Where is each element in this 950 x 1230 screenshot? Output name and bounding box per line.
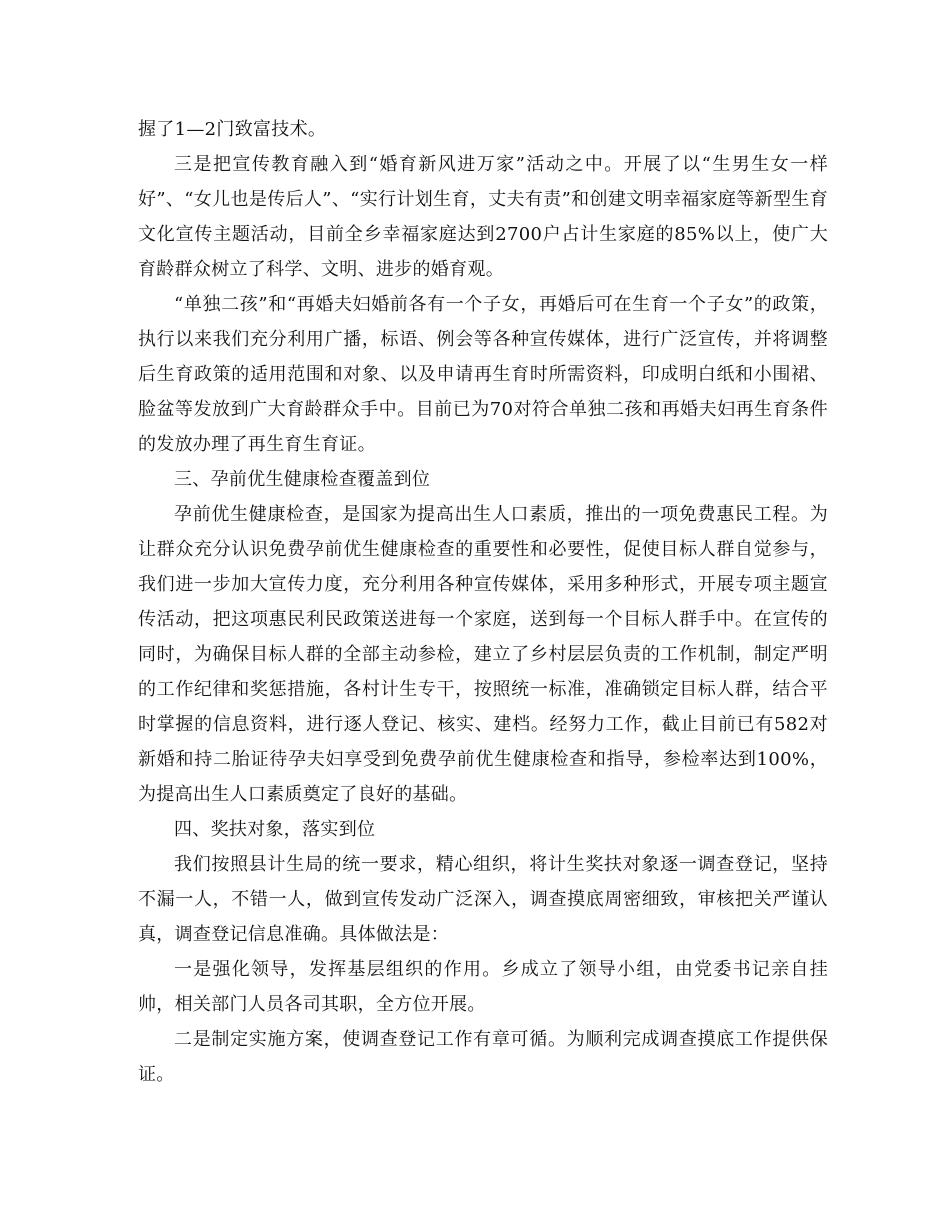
paragraph-leadership: 一是强化领导，发挥基层组织的作用。乡成立了领导小组，由党委书记亲自挂帅，相关部门人员各司其职，全方位开展。 bbox=[138, 959, 828, 1015]
section-heading-prenatal-check: 三、孕前优生健康检查覆盖到位 bbox=[174, 469, 431, 490]
paragraph-implementation-plan: 二是制定实施方案，使调查登记工作有章可循。为顺利完成调查摸底工作提供保证。 bbox=[138, 1029, 828, 1085]
paragraph-prenatal-check: 孕前优生健康检查，是国家为提高出生人口素质，推出的一项免费惠民工程。为让群众充分认识免费孕前优生健康检查的重要性和必要性，促使目标人群自觉参与，我们进一步加大宣传力度，充分利用各种宣传媒体，采用多种形式，开展专项主题宣传活动，把这项惠民利民政策送进每一个家庭，送到每一个目标人群手中。在宣传的同时，为确保目标人群的全部主动参检，建立了乡村层层负责的工作机制，制定严明的工作纪律和奖惩措施，各村计生专干，按照统一标准，准确锁定目标人群，结合平时掌握的信息资料，进行逐人登记、核实、建档。经努力工作，截止目前已有582对新婚和持二胎证待孕夫妇享受到免费孕前优生健康检查和指导，参检率达到100%，为提高出生人口素质奠定了良好的基础。 bbox=[138, 504, 828, 805]
document-body bbox=[138, 112, 828, 1092]
section-heading-rewards: 四、奖扶对象，落实到位 bbox=[174, 819, 376, 840]
paragraph-rewards-intro: 我们按照县计生局的统一要求，精心组织，将计生奖扶对象逐一调查登记，坚持不漏一人，不错一人，做到宣传发动广泛深入，调查摸底周密细致，审核把关严谨认真，调查登记信息准确。具体做法是： bbox=[138, 854, 828, 945]
paragraph-second-child-policy: “单独二孩”和“再婚夫妇婚前各有一个子女，再婚后可在生育一个子女”的政策，执行以来我们充分利用广播，标语、例会等各种宣传媒体，进行广泛宣传，并将调整后生育政策的适用范围和对象、以及申请再生育时所需资料，印成明白纸和小围裙、脸盆等发放到广大育龄群众手中。目前已为70对符合单独二孩和再婚夫妇再生育条件的发放办理了再生育生育证。 bbox=[138, 294, 828, 455]
paragraph-continuation: 握了1—2门致富技术。 bbox=[138, 119, 327, 140]
paragraph-marriage-customs: 三是把宣传教育融入到“婚育新风进万家”活动之中。开展了以“生男生女一样好”、“女儿也是传后人”、“实行计划生育，丈夫有责”和创建文明幸福家庭等新型生育文化宣传主题活动，目前全乡幸福家庭达到2700户占计生家庭的85%以上，使广大育龄群众树立了科学、文明、进步的婚育观。 bbox=[138, 154, 828, 280]
